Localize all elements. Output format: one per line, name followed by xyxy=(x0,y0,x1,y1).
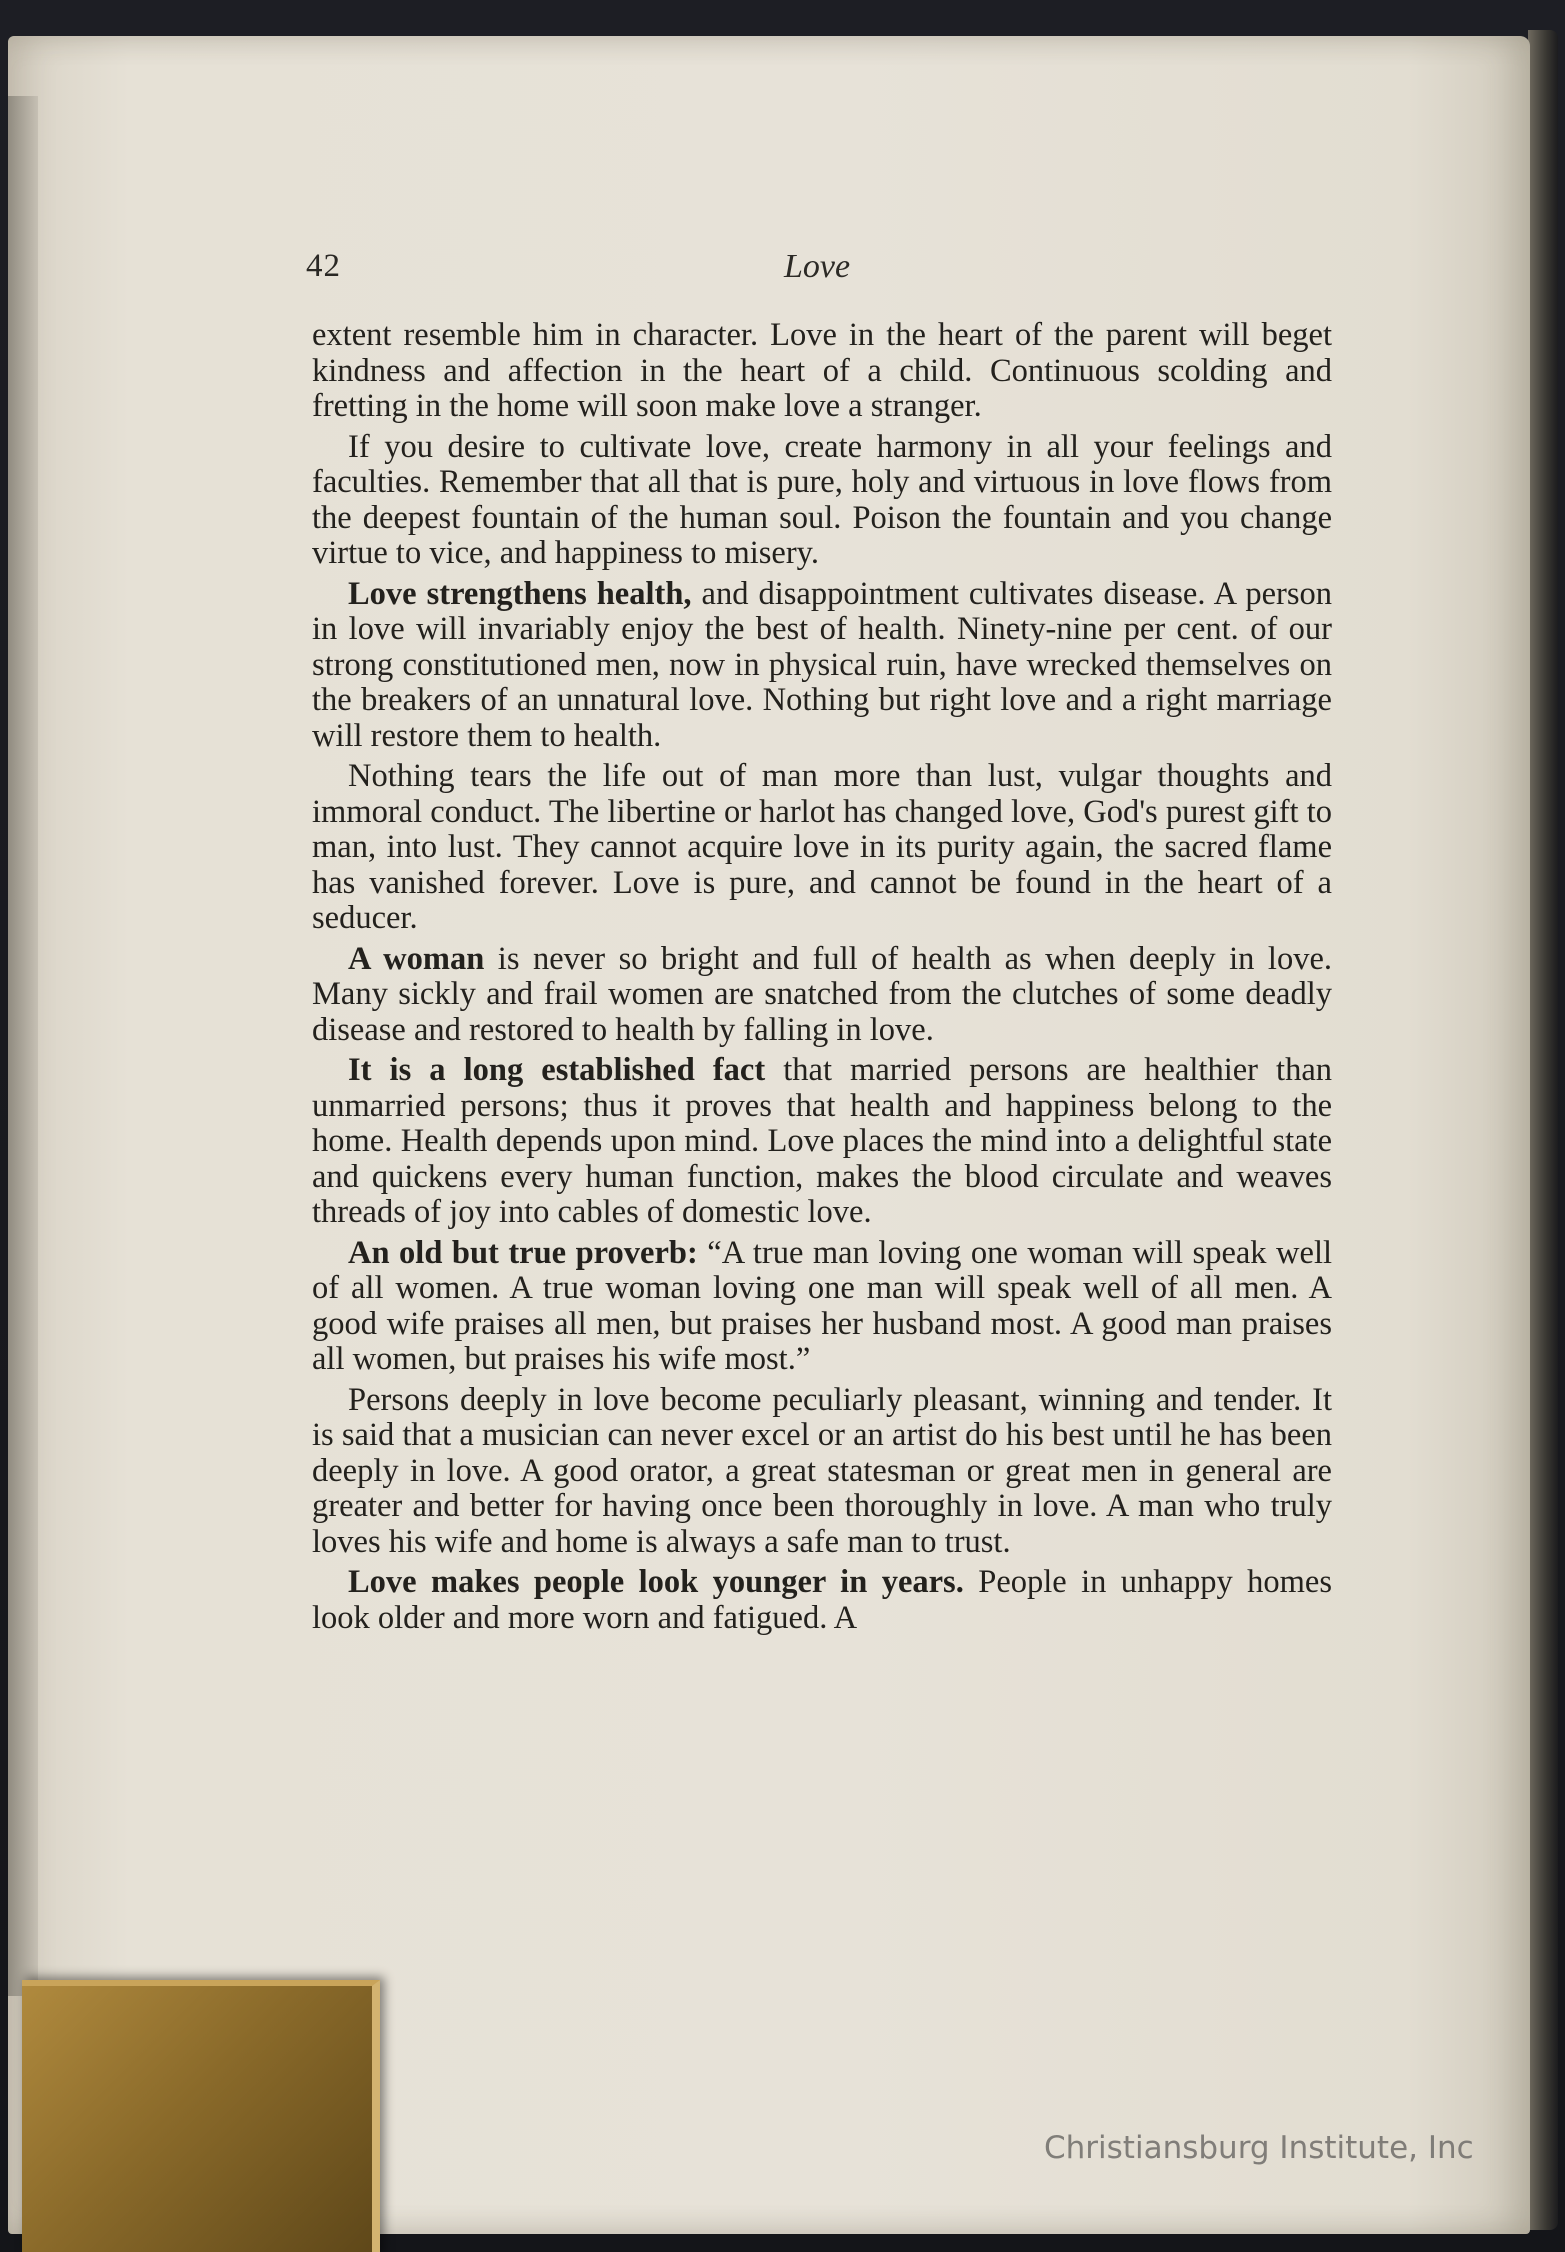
paragraph xyxy=(312,759,1332,937)
paragraph-text: Nothing tears the life out of man more than lust, vulgar thoughts and immoral conduct. The libertine or harlot has changed love, God's purest gift to man, into lust. They cannot acquire love in its purity again, the sacred flame has vanished forever. Love is pure, and cannot be found in the heart of a seducer. xyxy=(312,758,1332,936)
paragraph-text: extent resemble him in character. Love in the heart of the parent will beget kindness and affection in the heart of a child. Continuous scolding and fretting in the home will soon make love a stranger. xyxy=(312,317,1332,424)
paragraph xyxy=(312,1383,1332,1561)
paragraph-lead: Love makes people look younger in years. xyxy=(348,1564,964,1600)
paragraph-text: People in unhappy homes look older and more worn and fatigued. A xyxy=(312,1564,1332,1636)
page-number: 42 xyxy=(306,248,341,284)
paragraph xyxy=(312,430,1332,572)
paragraph-lead: It is a long established fact xyxy=(348,1052,766,1088)
paragraph-text: that married persons are healthier than unmarried persons; thus it proves that health and happiness belong to the home. Health depends upon mind. Love places the mind into a delightful state and quickens every human function, makes the blood circulate and weaves threads of joy into cables of domestic love. xyxy=(312,1052,1333,1230)
running-title: Love xyxy=(783,248,851,285)
paragraph xyxy=(312,318,1332,425)
paragraph xyxy=(312,1565,1332,1636)
paragraph-text: If you desire to cultivate love, create harmony in all your feelings and faculties. Remember that all that is pure, holy and virtuous in love flows from the deepest fountain of the human soul. Poison the fountain and you change virtue to vice, and happiness to misery. xyxy=(312,428,1332,571)
paragraph-text: “A true man loving one woman will speak well of all women. A true woman loving one man will speak well of all men. A good wife praises all men, but praises her husband most. A good man praises all women, but praises his wife most.” xyxy=(312,1234,1333,1377)
paragraph-text: Persons deeply in love become peculiarly pleasant, winning and tender. It is said that a musician can never excel or an artist do his best until he has been deeply in love. A good orator, a great statesman or great men in general are greater and better for having once been thoroughly in love. A man who truly loves his wife and home is always a safe man to trust. xyxy=(312,1381,1332,1560)
page-header xyxy=(306,248,1328,292)
bookmark-tab xyxy=(22,1980,380,2252)
paragraph xyxy=(312,942,1332,1049)
paragraph xyxy=(312,1236,1332,1378)
body-text xyxy=(312,318,1332,1641)
paragraph-lead: Love strengthens health, xyxy=(348,575,692,612)
book-page-edge xyxy=(1528,30,1558,2230)
book-gutter-shadow xyxy=(8,96,38,1996)
paragraph-text: is never so bright and full of health as when deeply in love. Many sickly and frail women are snatched from the clutches of some deadly disease and restored to health by falling in love. xyxy=(312,940,1332,1048)
paragraph xyxy=(312,577,1332,755)
paragraph xyxy=(312,1053,1332,1231)
paragraph-text: and disappointment cultivates disease. A person in love will invariably enjoy the best of health. Ninety-nine per cent. of our strong constitutioned men, now in physical ruin, have wrecked themselves on the breakers of an unnatural love. Nothing but right love and a right marriage will restore them to health. xyxy=(312,575,1332,754)
watermark: Christiansburg Institute, Inc xyxy=(1044,2130,1474,2166)
paragraph-lead: A woman xyxy=(348,940,485,977)
paragraph-lead: An old but true proverb: xyxy=(348,1234,698,1271)
